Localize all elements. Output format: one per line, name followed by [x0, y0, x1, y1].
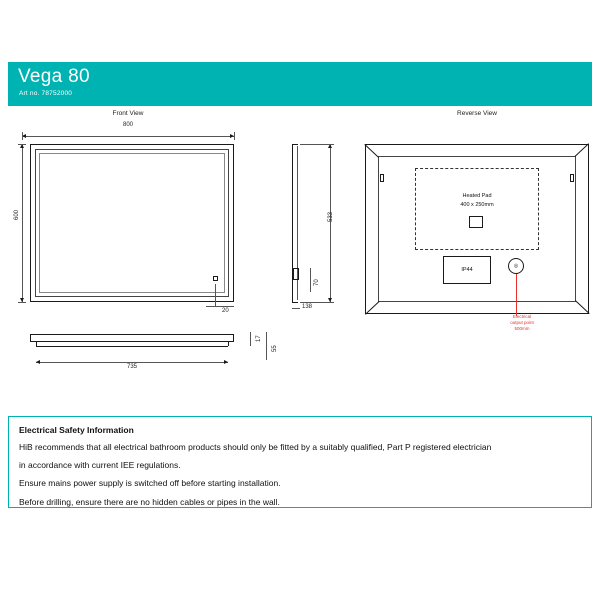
article-number: Art no. 78752000 [19, 90, 73, 97]
dim-side-depth-small-label: 70 [314, 279, 320, 286]
dim-bottom-height-label: 55 [272, 345, 278, 352]
safety-line-2: in accordance with current IEE regulations. [19, 460, 181, 471]
electrical-safety-box [8, 416, 592, 508]
bottom-view-edge-left [36, 342, 37, 346]
dim-front-height-label: 600 [14, 209, 20, 220]
safety-line-3: Ensure mains power supply is switched off before starting installation. [19, 478, 281, 489]
dim-bottom-height-line [266, 332, 267, 360]
reverse-view-title: Reverse View [457, 110, 497, 117]
technical-drawing [0, 106, 600, 396]
side-view-bottom [292, 302, 298, 303]
electrical-note-line-2: output point [510, 320, 534, 325]
safety-heading: Electrical Safety Information [19, 425, 134, 435]
product-header-bar [8, 62, 592, 106]
electrical-output-symbol: ◎ [513, 263, 519, 269]
hanging-bracket-right [570, 174, 574, 182]
dim-tick [18, 302, 26, 303]
bottom-view-base [36, 346, 228, 347]
dim-tick [234, 132, 235, 140]
dim-front-width-label: 800 [122, 122, 134, 128]
dim-tick [300, 302, 334, 303]
bottom-view-edge-right [228, 342, 229, 346]
front-sensor-icon [213, 276, 218, 281]
heated-pad-size: 400 x 250mm [460, 202, 494, 208]
electrical-note-leader [516, 274, 517, 316]
front-mirror-glass [39, 153, 225, 293]
dim-side-height-label: 533 [328, 211, 334, 222]
dim-front-width-line [22, 136, 234, 137]
dim-tick [22, 132, 23, 140]
dim-arrow-right [224, 360, 228, 364]
electrical-note-line-1: Electrical [512, 314, 532, 319]
bottom-view-body [30, 334, 234, 342]
dim-side-depth-small-line [310, 268, 311, 292]
heated-pad-label: Heated Pad [462, 193, 492, 199]
dim-bottom-gap-label: 17 [256, 335, 262, 342]
dim-tick [18, 144, 26, 145]
dim-side-depth-line [292, 308, 300, 309]
dim-front-height-line [22, 144, 23, 302]
dim-tick [300, 144, 334, 145]
hanging-bracket-left [380, 174, 384, 182]
dim-sensor-offset-label: 20 [222, 308, 229, 314]
dim-side-depth-label: 138 [302, 304, 313, 310]
dim-side-height-line [330, 144, 331, 302]
dim-sensor-leader [215, 284, 216, 306]
dim-bottom-width-label: 735 [126, 364, 138, 370]
dim-bottom-width-line [36, 362, 228, 363]
safety-line-1: HiB recommends that all electrical bathroom products should only be fitted by a suitably qualified, Part P registered electrician [19, 442, 492, 452]
dim-sensor-line [206, 306, 234, 307]
ip-rating-box: IP44 [443, 256, 491, 284]
page-title: Vega 80 [18, 66, 90, 87]
dim-arrow-left [36, 360, 40, 364]
electrical-output-point [508, 258, 524, 274]
heated-pad-connector [469, 216, 483, 228]
front-view-title: Front View [112, 110, 144, 117]
side-view-top [292, 144, 298, 145]
safety-line-4: Before drilling, ensure there are no hidden cables or pipes in the wall. [19, 496, 280, 507]
electrical-note-line-3: 500mm [514, 326, 530, 331]
side-view-fixing [293, 268, 299, 280]
dim-bottom-gap-line [250, 332, 251, 346]
